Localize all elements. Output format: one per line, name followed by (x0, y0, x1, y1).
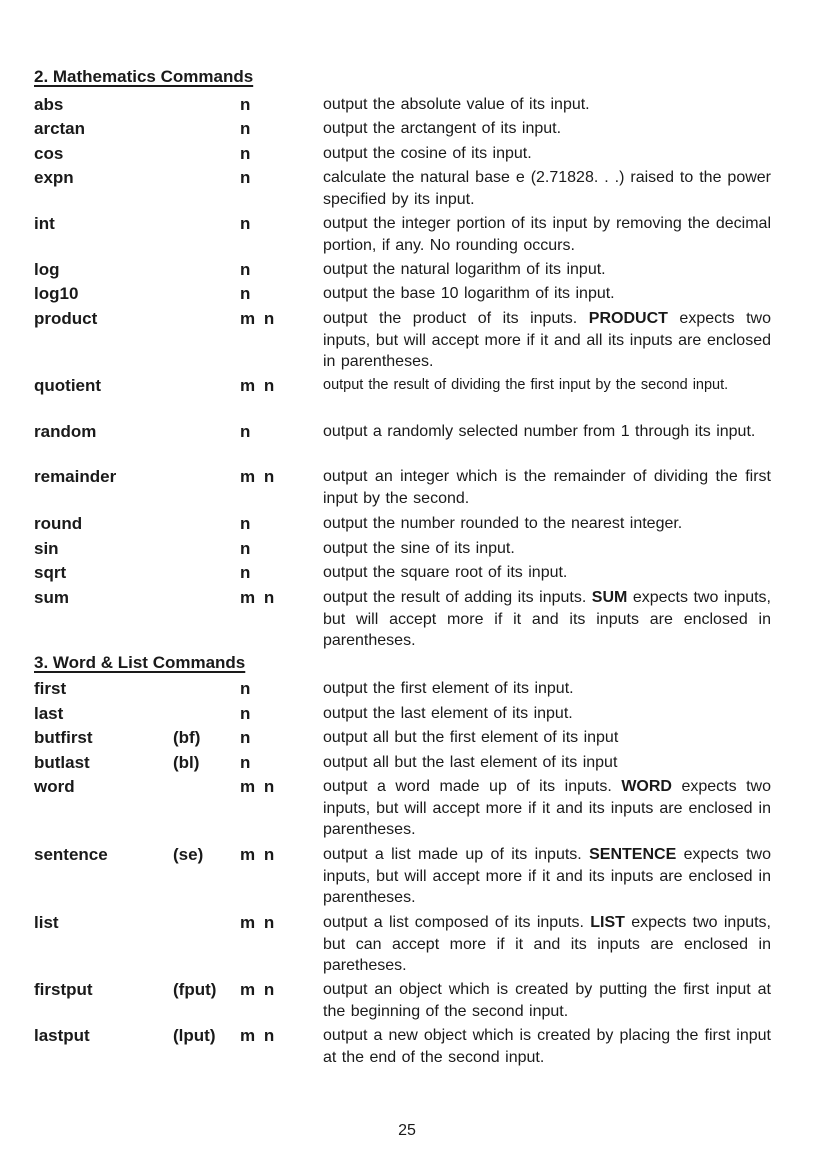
command-args: m n (240, 913, 275, 932)
command-description: output the first element of its input. (323, 680, 574, 697)
command-description: output the base 10 logarithm of its input. (323, 285, 615, 302)
command-args: m n (240, 980, 275, 999)
command-args: m n (240, 309, 275, 328)
command-args: n (240, 679, 251, 698)
command-args: m n (240, 588, 275, 607)
section-heading-mathematics: 2. Mathematics Commands (34, 67, 254, 86)
command-name: cos (34, 144, 64, 163)
command-name: first (34, 679, 67, 698)
command-name: log (34, 260, 60, 279)
command-name: remainder (34, 467, 117, 486)
command-args: n (240, 422, 251, 441)
command-name: abs (34, 95, 64, 114)
command-name: sin (34, 539, 59, 558)
command-name: product (34, 309, 98, 328)
command-description: output an integer which is the remainder of dividing the first input by the second. (323, 468, 771, 507)
command-description: output an object which is created by putting the first input at the beginning of the second input. (323, 981, 771, 1020)
page-number: 25 (398, 1122, 416, 1139)
command-name: butfirst (34, 728, 93, 747)
command-args: n (240, 119, 251, 138)
command-abbreviation: (bf) (173, 728, 201, 747)
command-name: expn (34, 168, 74, 187)
command-name: butlast (34, 753, 90, 772)
command-description: output the arctangent of its input. (323, 120, 562, 137)
command-abbreviation: (bl) (173, 753, 200, 772)
command-description: output a list made up of its inputs. SENTENCE expects two inputs, but will accept more if it and its inputs are enclosed in parentheses. (323, 846, 771, 906)
command-description: output a randomly selected number from 1 through its input. (323, 423, 756, 440)
command-description: output a word made up of its inputs. WORD expects two inputs, but will accept more if it and its inputs are enclosed in parentheses. (323, 778, 771, 838)
command-description: calculate the natural base e (2.71828. . .) raised to the power specified by its input. (323, 169, 771, 208)
command-name: word (34, 777, 75, 796)
command-args: n (240, 260, 251, 279)
keyword: PRODUCT (588, 310, 668, 327)
command-args: n (240, 168, 251, 187)
command-name: quotient (34, 376, 102, 395)
command-name: random (34, 422, 97, 441)
command-description: output the cosine of its input. (323, 145, 532, 162)
command-description: output the sine of its input. (323, 540, 515, 557)
keyword: SUM (591, 589, 628, 606)
command-description: output a list composed of its inputs. LIST expects two inputs, but can accept more if it and its inputs are enclosed in paretheses. (323, 914, 772, 974)
command-args: n (240, 539, 251, 558)
command-args: n (240, 514, 251, 533)
command-description: output the square root of its input. (323, 564, 568, 581)
command-description: output the natural logarithm of its input. (323, 261, 606, 278)
command-args: n (240, 728, 251, 747)
command-description: output all but the first element of its input (323, 729, 619, 746)
command-abbreviation: (fput) (173, 980, 217, 999)
command-args: m n (240, 1026, 275, 1045)
command-name: sum (34, 588, 69, 607)
keyword: WORD (621, 778, 672, 795)
command-args: n (240, 704, 251, 723)
command-name: firstput (34, 980, 93, 999)
command-args: n (240, 214, 251, 233)
command-name: log10 (34, 284, 79, 303)
command-description: output the result of adding its inputs. SUM expects two inputs, but will accept more if it and its inputs are enclosed in parentheses. (323, 589, 772, 649)
command-args: n (240, 284, 251, 303)
command-name: int (34, 214, 55, 233)
command-description: output the product of its inputs. PRODUCT expects two inputs, but will accept more if it and all its inputs are enclosed in parentheses. (323, 310, 771, 370)
command-args: m n (240, 467, 275, 486)
command-name: round (34, 514, 83, 533)
command-args: n (240, 563, 251, 582)
command-name: lastput (34, 1026, 90, 1045)
command-abbreviation: (se) (173, 845, 204, 864)
command-name: arctan (34, 119, 86, 138)
command-name: last (34, 704, 64, 723)
command-args: m n (240, 845, 275, 864)
command-description: output the result of dividing the first input by the second input. (323, 377, 729, 393)
command-description: output the number rounded to the nearest integer. (323, 515, 683, 532)
keyword: LIST (590, 914, 625, 931)
command-abbreviation: (lput) (173, 1026, 216, 1045)
command-description: output the integer portion of its input by removing the decimal portion, if any. No rounding occurs. (323, 215, 771, 254)
command-name: sentence (34, 845, 108, 864)
command-args: m n (240, 777, 275, 796)
command-description: output all but the last element of its input (323, 754, 618, 771)
command-description: output the last element of its input. (323, 705, 573, 722)
command-description: output a new object which is created by placing the first input at the end of the second input. (323, 1027, 771, 1066)
command-name: list (34, 913, 59, 932)
command-args: n (240, 753, 251, 772)
command-args: n (240, 144, 251, 163)
keyword: SENTENCE (589, 846, 677, 863)
command-name: sqrt (34, 563, 67, 582)
command-args: m n (240, 376, 275, 395)
section-heading-word-list: 3. Word & List Commands (34, 653, 246, 672)
command-description: output the absolute value of its input. (323, 96, 590, 113)
command-args: n (240, 95, 251, 114)
